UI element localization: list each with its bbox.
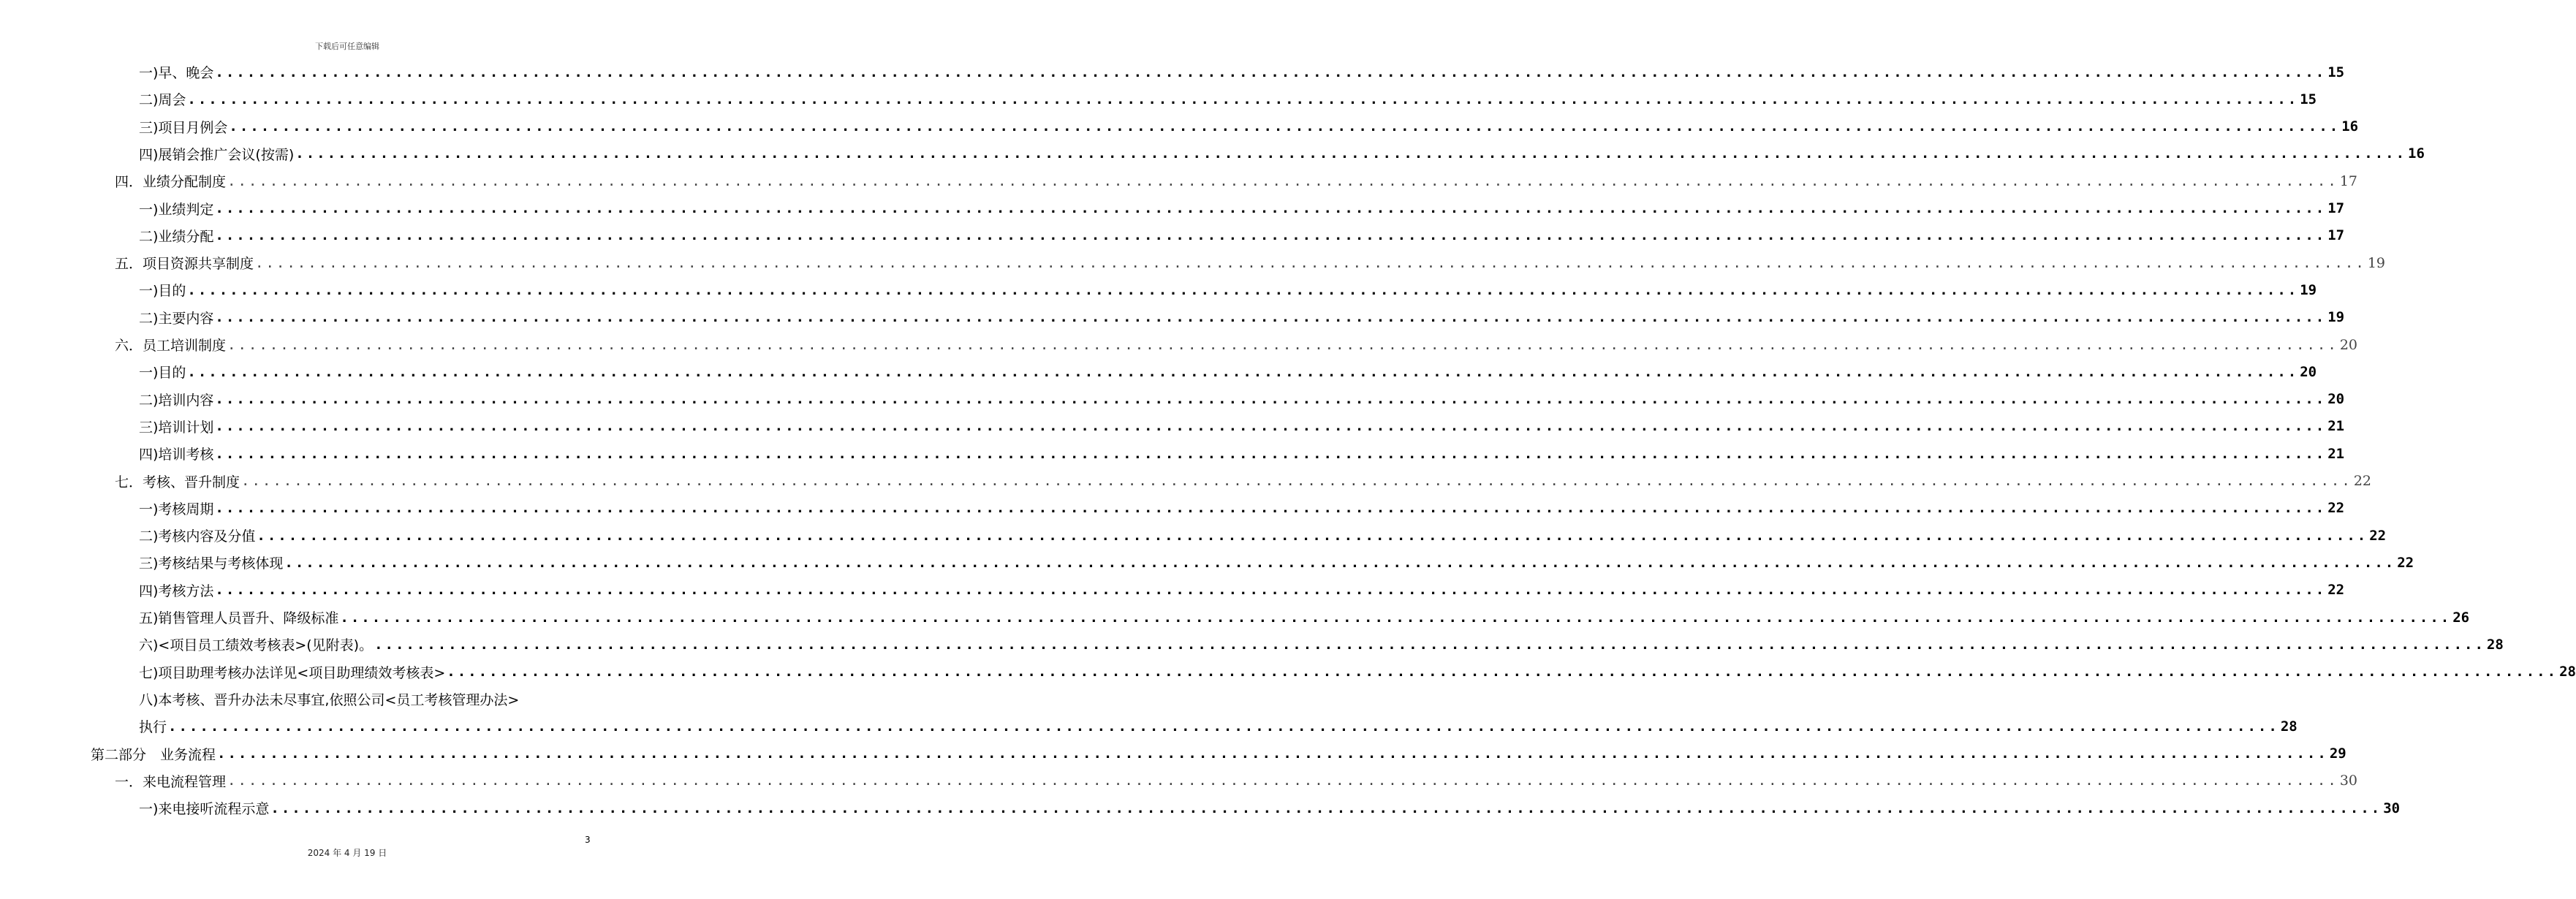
toc-entry-page: 15	[2300, 91, 2317, 107]
toc-entry-page: 22	[2327, 582, 2345, 599]
toc-entry-page: 17	[2327, 200, 2345, 216]
toc-leader-dots: ........................................................................................................................................................................................................	[227, 172, 2338, 189]
toc-entry-title: 一)来电接听流程示意	[139, 801, 270, 818]
toc-entry-page: 21	[2327, 418, 2345, 435]
toc-entry-page: 20	[2327, 391, 2345, 408]
toc-entry-title: 二)周会	[139, 92, 186, 109]
toc-entry[interactable]	[139, 113, 2359, 140]
toc-leader-dots: ........................................................................................................................................................................................................	[168, 718, 2279, 735]
toc-entry-title: 一)考核周期	[139, 501, 214, 517]
toc-leader-dots: ........................................................................................................................................................................................................	[215, 391, 2327, 408]
toc-entry[interactable]	[139, 659, 2576, 686]
toc-entry-title: 二)考核内容及分值	[139, 528, 256, 545]
toc-entry-page: 22	[2353, 473, 2371, 489]
toc-entry-title: 一．来电流程管理	[115, 773, 227, 790]
toc-entry[interactable]	[139, 276, 2317, 303]
toc-leader-dots: ........................................................................................................................................................................................................	[215, 227, 2327, 244]
toc-entry[interactable]	[139, 794, 2401, 822]
toc-leader-dots: ........................................................................................................................................................................................................	[215, 309, 2327, 326]
toc-entry[interactable]	[139, 58, 2345, 86]
toc-entry-page: 22	[2327, 500, 2345, 517]
toc-entry[interactable]	[139, 222, 2345, 249]
toc-entry[interactable]	[139, 358, 2317, 385]
toc-leader-dots: ........................................................................................................................................................................................................	[187, 363, 2299, 380]
toc-entry-title: 二)培训内容	[139, 392, 214, 409]
toc-entry-title: 五)销售管理人员晋升、降级标准	[139, 610, 339, 626]
toc-leader-dots: ........................................................................................................................................................................................................	[215, 582, 2327, 599]
toc-entry-title: 四)展销会推广会议(按需)	[139, 146, 295, 163]
page-number: 3	[585, 835, 591, 845]
toc-entry-page: 21	[2327, 445, 2345, 462]
toc-leader-dots: ........................................................................................................................................................................................................	[217, 746, 2328, 762]
toc-entry-title: 四．业绩分配制度	[115, 174, 227, 191]
toc-entry-title: 七．考核、晋升制度	[115, 474, 240, 490]
toc-entry-title: 三)培训计划	[139, 419, 214, 436]
toc-leader-dots: ........................................................................................................................................................................................................	[270, 800, 2382, 816]
toc-entry[interactable]	[139, 631, 2504, 658]
toc-entry-page: 30	[2339, 773, 2357, 789]
toc-entry-title: 七)项目助理考核办法详见<项目助理绩效考核表>	[139, 664, 446, 681]
toc-leader-dots: ........................................................................................................................................................................................................	[257, 527, 2368, 544]
toc-entry[interactable]	[139, 386, 2345, 413]
toc-entry[interactable]	[139, 195, 2345, 222]
toc-entry-page: 19	[2367, 254, 2385, 271]
toc-entry[interactable]	[139, 604, 2470, 631]
toc-entry-page: 20	[2339, 336, 2357, 353]
toc-leader-dots: ........................................................................................................................................................................................................	[284, 554, 2396, 571]
toc-entry[interactable]	[139, 522, 2387, 549]
toc-entry-title: 一)早、晚会	[139, 65, 214, 81]
toc-entry-page: 26	[2452, 609, 2470, 626]
toc-entry-page: 28	[2280, 718, 2297, 735]
toc-entry-page: 17	[2339, 172, 2357, 189]
toc-entry-title: 四)培训考核	[139, 447, 214, 463]
toc-entry-page: 20	[2300, 363, 2317, 380]
toc-entry-title: 二)主要内容	[139, 310, 214, 327]
toc-entry-page: 16	[2408, 145, 2425, 162]
toc-leader-dots: ........................................................................................................................................................................................................	[187, 91, 2299, 107]
toc-entry-title: 二)业绩分配	[139, 228, 214, 245]
toc-entry-page: 19	[2300, 281, 2317, 298]
toc-entry-title: 五．项目资源共享制度	[115, 256, 254, 273]
toc-entry[interactable]	[139, 686, 594, 713]
toc-entry[interactable]	[115, 767, 2357, 794]
header-note: 下载后可任意编辑	[315, 42, 379, 51]
toc-entry-page: 15	[2327, 64, 2345, 80]
toc-leader-dots: ........................................................................................................................................................................................................	[187, 281, 2299, 298]
toc-leader-dots: ........................................................................................................................................................................................................	[295, 145, 2407, 162]
toc-leader-dots: ........................................................................................................................................................................................................	[229, 118, 2341, 135]
toc-entry[interactable]	[139, 86, 2317, 113]
toc-leader-dots: ........................................................................................................................................................................................................	[215, 445, 2327, 462]
toc-entry[interactable]	[139, 140, 2425, 167]
toc-leader-dots: ........................................................................................................................................................................................................	[340, 609, 2452, 626]
toc-entry-page: 28	[2559, 664, 2576, 680]
toc-entry-title: 四)考核方法	[139, 583, 214, 599]
toc-leader-dots: ........................................................................................................................................................................................................	[255, 254, 2366, 271]
toc-entry[interactable]	[139, 440, 2345, 467]
toc-leader-dots: ........................................................................................................................................................................................................	[374, 636, 2485, 653]
toc-entry-title: 一)目的	[139, 365, 186, 382]
toc-entry[interactable]	[115, 249, 2385, 276]
toc-leader-dots: ........................................................................................................................................................................................................	[215, 500, 2327, 517]
toc-entry-title: 六．员工培训制度	[115, 338, 227, 354]
toc-entry[interactable]	[139, 304, 2345, 331]
toc-leader-dots: ........................................................................................................................................................................................................	[215, 418, 2327, 435]
toc-leader-dots: ........................................................................................................................................................................................................	[447, 664, 2558, 680]
toc-entry[interactable]	[139, 713, 2297, 740]
toc-entry-title: 八)本考核、晋升办法未尽事宜,依照公司<员工考核管理办法>	[139, 691, 520, 708]
toc-entry-page: 22	[2397, 554, 2414, 571]
footer-date: 2024 年 4 月 19 日	[307, 848, 387, 858]
toc-entry[interactable]	[139, 495, 2345, 522]
toc-entry-title: 三)项目月例会	[139, 119, 228, 136]
toc-entry-title: 三)考核结果与考核体现	[139, 555, 284, 572]
toc-entry[interactable]	[139, 549, 2414, 576]
toc-entry-title: 一)目的	[139, 283, 186, 300]
toc-entry[interactable]	[139, 413, 2345, 440]
toc-leader-dots: ........................................................................................................................................................................................................	[227, 336, 2338, 353]
toc-entry[interactable]	[91, 740, 2346, 767]
toc-entry[interactable]	[115, 468, 2371, 495]
toc-leader-dots: ........................................................................................................................................................................................................	[215, 64, 2327, 80]
toc-entry[interactable]	[115, 167, 2357, 194]
toc-entry[interactable]	[139, 577, 2345, 604]
toc-leader-dots: ........................................................................................................................................................................................................	[215, 200, 2327, 216]
toc-entry-page: 28	[2486, 636, 2504, 653]
toc-leader-dots: ........................................................................................................................................................................................................	[241, 473, 2352, 489]
toc-entry-page: 16	[2341, 118, 2359, 135]
toc-entry-page: 17	[2327, 227, 2345, 244]
toc-entry-title: 六)<项目员工绩效考核表>(见附表)。	[139, 637, 374, 654]
toc-entry-page: 29	[2329, 746, 2346, 762]
toc-entry-page: 22	[2369, 527, 2387, 544]
toc-entry-page: 19	[2327, 309, 2345, 326]
toc-entry-page: 30	[2383, 800, 2401, 816]
toc-leader-dots: ........................................................................................................................................................................................................	[227, 773, 2338, 789]
toc-entry-title: 执行	[139, 719, 167, 736]
toc-entry-title: 第二部分 业务流程	[91, 746, 216, 763]
toc-entry-title: 一)业绩判定	[139, 201, 214, 218]
toc-entry[interactable]	[115, 331, 2357, 358]
